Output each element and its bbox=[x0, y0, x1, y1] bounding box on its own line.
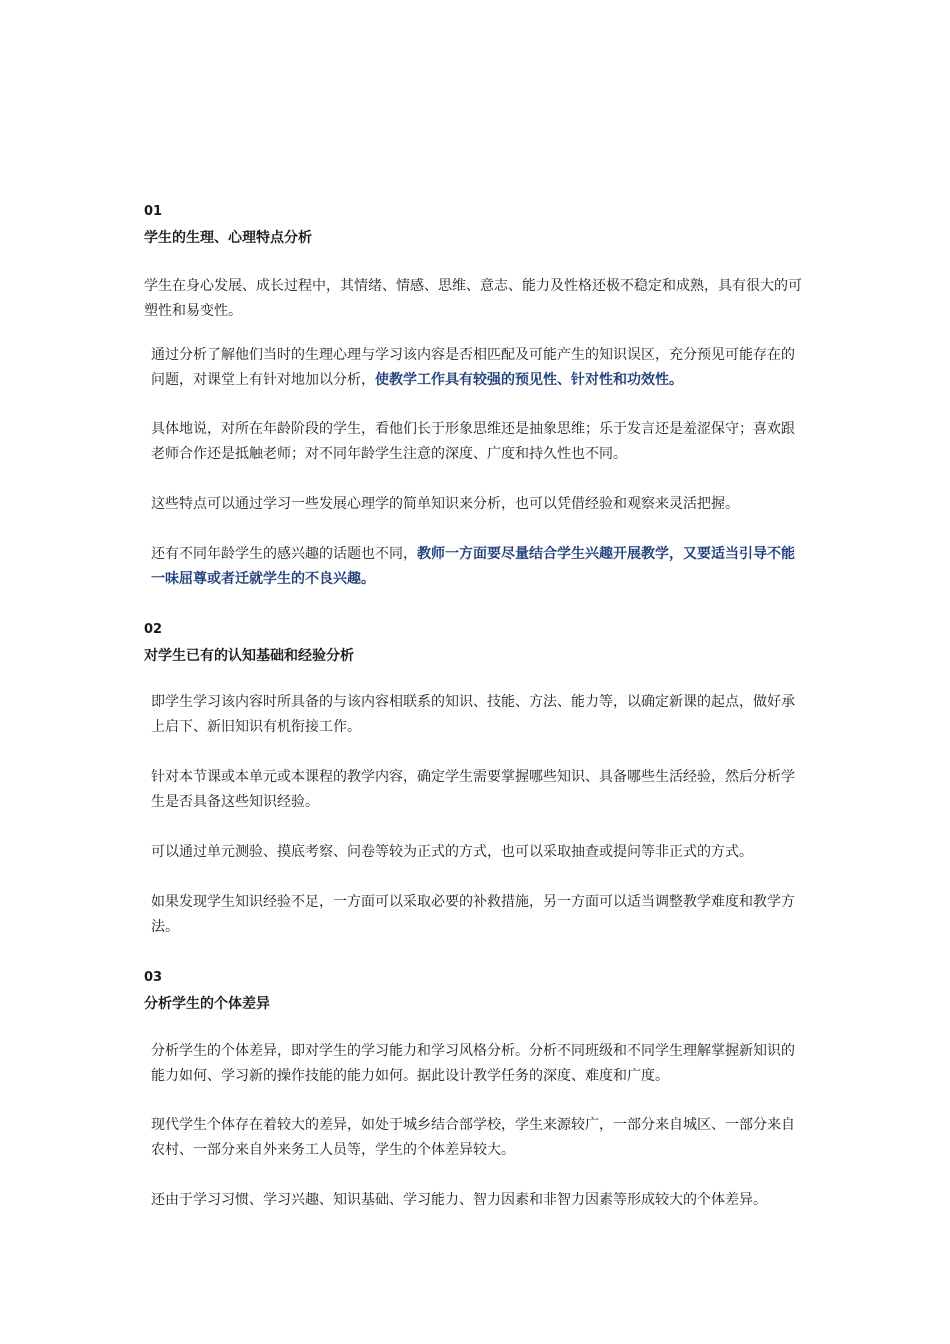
paragraph-text: 如果发现学生知识经验不足，一方面可以采取必要的补救措施，另一方面可以适当调整教学难度和教学方法。 bbox=[151, 894, 795, 935]
paragraph-text: 具体地说，对所在年龄阶段的学生，看他们长于形象思维还是抽象思维；乐于发言还是羞涩保守；喜欢跟老师合作还是抵触老师；对不同年龄学生注意的深度、广度和持久性也不同。 bbox=[151, 421, 795, 462]
section-title: 对学生已有的认知基础和经验分析 bbox=[144, 648, 354, 664]
section-title: 学生的生理、心理特点分析 bbox=[144, 230, 312, 246]
paragraph bbox=[151, 690, 803, 740]
paragraph-text: 学生在身心发展、成长过程中，其情绪、情感、思维、意志、能力及性格还极不稳定和成熟，具有很大的可塑性和易变性。 bbox=[144, 278, 802, 319]
paragraph bbox=[151, 1188, 803, 1213]
section-02 bbox=[144, 622, 809, 952]
paragraph-text: 针对本节课或本单元或本课程的教学内容，确定学生需要掌握哪些知识、具备哪些生活经验，然后分析学生是否具备这些知识经验。 bbox=[151, 769, 795, 810]
paragraph bbox=[151, 890, 803, 940]
paragraph-text: 分析学生的个体差异，即对学生的学习能力和学习风格分析。分析不同班级和不同学生理解掌握新知识的能力如何、学习新的操作技能的能力如何。据此设计教学任务的深度、难度和广度。 bbox=[151, 1043, 795, 1084]
paragraph bbox=[151, 417, 803, 467]
paragraph-text: 还由于学习习惯、学习兴趣、知识基础、学习能力、智力因素和非智力因素等形成较大的个体差异。 bbox=[151, 1192, 767, 1208]
paragraph-text: 通过分析了解他们当时的生理心理与学习该内容是否相匹配及可能产生的知识误区，充分预见可能存在的问题，对课堂上有针对地加以分析， bbox=[151, 347, 795, 388]
paragraph-text: 这些特点可以通过学习一些发展心理学的简单知识来分析，也可以凭借经验和观察来灵活把握。 bbox=[151, 496, 739, 512]
section-number: 01 bbox=[144, 204, 163, 219]
paragraph-text: 还有不同年龄学生的感兴趣的话题也不同， bbox=[151, 546, 417, 562]
paragraph bbox=[151, 1113, 803, 1163]
section-03 bbox=[144, 970, 809, 1220]
highlighted-text: 使教学工作具有较强的预见性、针对性和功效性。 bbox=[375, 372, 683, 388]
section-lead-paragraph bbox=[144, 274, 809, 324]
section-number: 02 bbox=[144, 622, 163, 637]
paragraph bbox=[151, 343, 803, 393]
paragraph-text: 可以通过单元测验、摸底考察、问卷等较为正式的方式，也可以采取抽查或提问等非正式的方式。 bbox=[151, 844, 753, 860]
paragraph-text: 现代学生个体存在着较大的差异，如处于城乡结合部学校，学生来源较广，一部分来自城区、一部分来自农村、一部分来自外来务工人员等，学生的个体差异较大。 bbox=[151, 1117, 795, 1158]
paragraph bbox=[151, 840, 803, 865]
paragraph bbox=[151, 1039, 803, 1089]
section-title: 分析学生的个体差异 bbox=[144, 996, 270, 1012]
paragraph bbox=[151, 492, 803, 517]
section-01 bbox=[144, 204, 809, 604]
paragraph bbox=[151, 765, 803, 815]
paragraph-text: 即学生学习该内容时所具备的与该内容相联系的知识、技能、方法、能力等，以确定新课的起点，做好承上启下、新旧知识有机衔接工作。 bbox=[151, 694, 795, 735]
highlighted-text: 教师一方面要尽量结合学生兴趣开展教学，又要适当引导不能一味屈尊或者迁就学生的不良兴趣。 bbox=[151, 546, 795, 587]
paragraph bbox=[151, 542, 803, 592]
section-number: 03 bbox=[144, 970, 163, 985]
